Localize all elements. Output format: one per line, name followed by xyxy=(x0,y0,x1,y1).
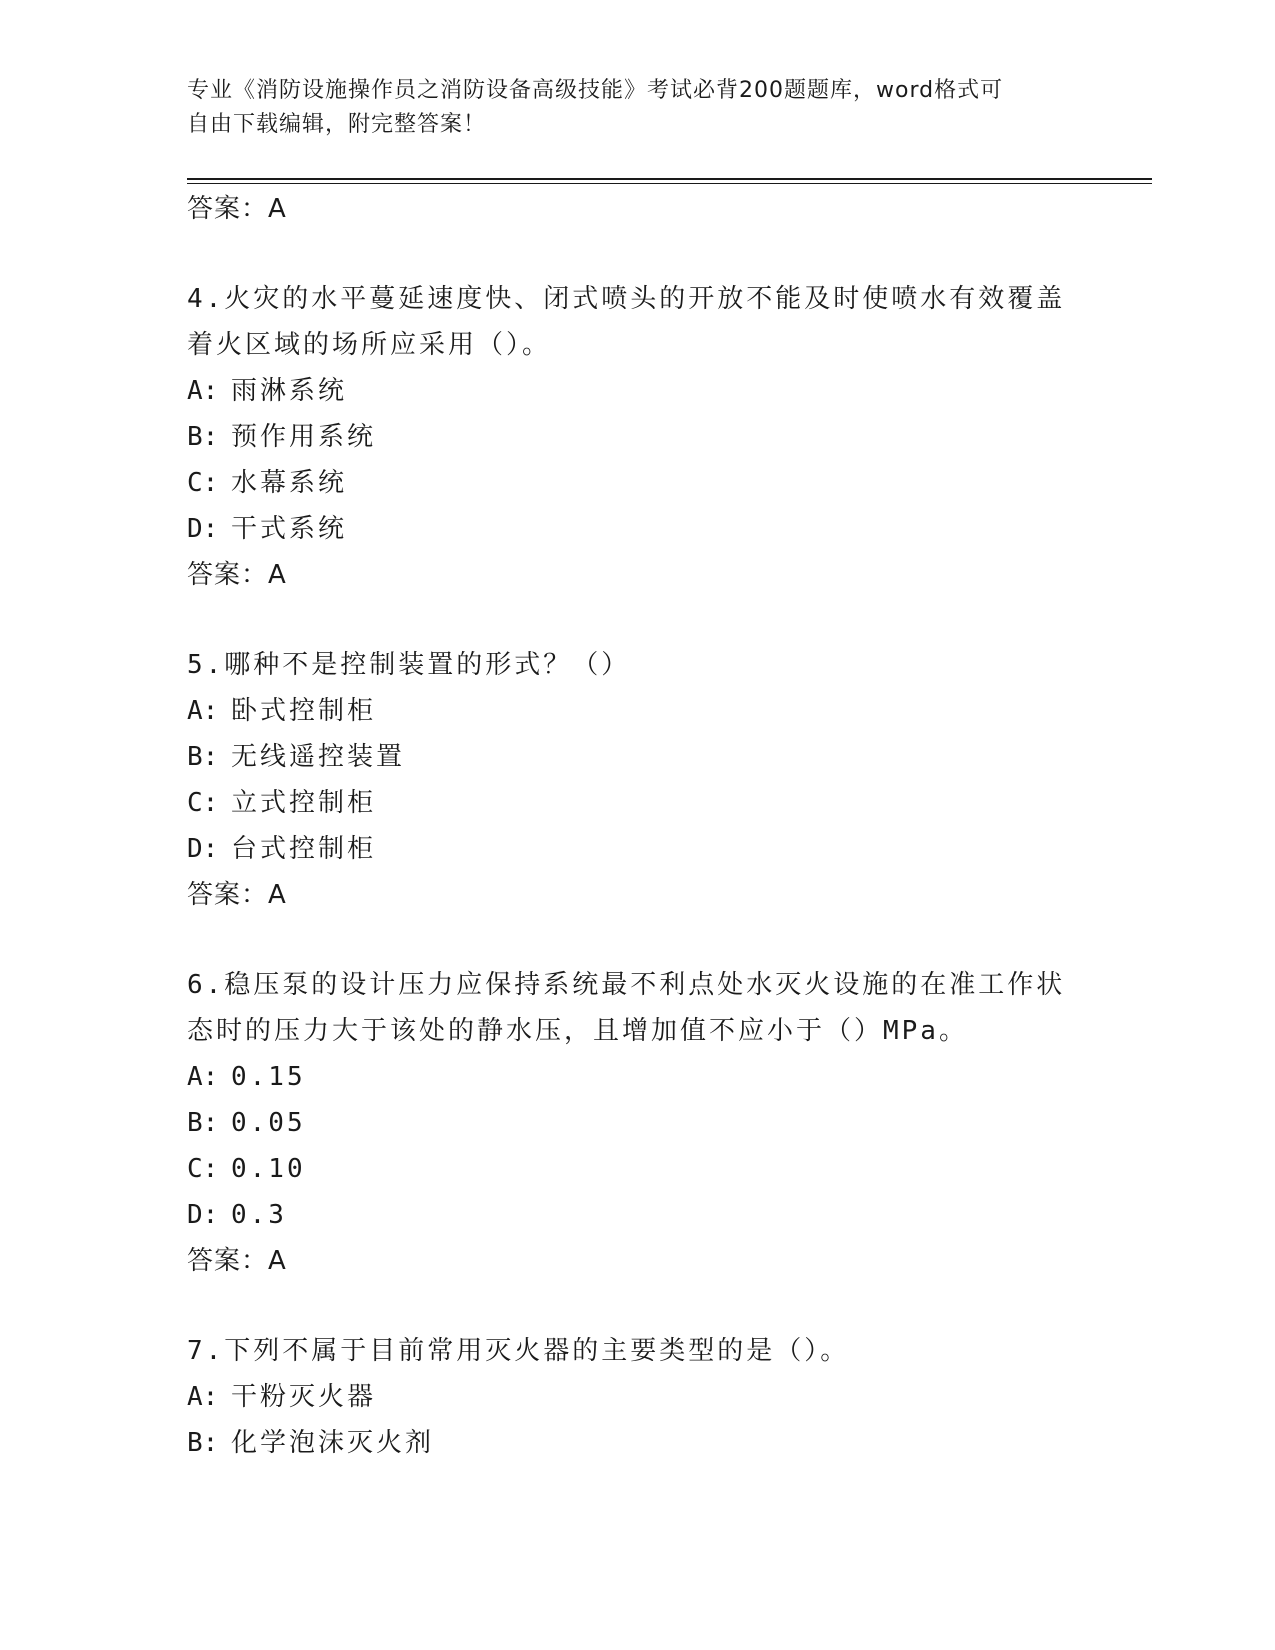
option-a xyxy=(187,688,1087,734)
option-letter: A: xyxy=(187,696,219,726)
option-text: 卧式控制柜 xyxy=(231,696,377,726)
option-d xyxy=(187,506,1087,552)
option-text: 化学泡沫灭火剂 xyxy=(231,1428,435,1458)
option-letter: C: xyxy=(187,1154,219,1184)
question-stem: 5.哪种不是控制装置的形式？（） xyxy=(187,650,631,680)
option-text: 预作用系统 xyxy=(231,422,377,452)
option-a xyxy=(187,368,1087,414)
option-text: 0.3 xyxy=(231,1200,287,1230)
option-text: 雨淋系统 xyxy=(231,376,348,406)
option-text: 0.05 xyxy=(231,1108,306,1138)
question-block xyxy=(187,276,1087,598)
option-text: 干粉灭火器 xyxy=(231,1382,377,1412)
option-b xyxy=(187,414,1087,460)
option-c xyxy=(187,780,1087,826)
option-letter: B: xyxy=(187,742,219,772)
option-b xyxy=(187,1100,1087,1146)
option-letter: B: xyxy=(187,1428,219,1458)
question-list xyxy=(187,186,1087,1466)
question-stem: 7.下列不属于目前常用灭火器的主要类型的是（）。 xyxy=(187,1336,850,1366)
option-text: 0.10 xyxy=(231,1154,306,1184)
option-letter: C: xyxy=(187,468,219,498)
header-line-1: 专业《消防设施操作员之消防设备高级技能》考试必背200题题库，word格式可 xyxy=(187,78,1004,103)
option-text: 立式控制柜 xyxy=(231,788,377,818)
option-letter: B: xyxy=(187,422,219,452)
answer-line: 答案：A xyxy=(187,560,287,590)
option-d xyxy=(187,1192,1087,1238)
option-c xyxy=(187,460,1087,506)
option-text: 干式系统 xyxy=(231,514,348,544)
option-d xyxy=(187,826,1087,872)
question-block xyxy=(187,1328,1087,1466)
question-stem: 6.稳压泵的设计压力应保持系统最不利点处水灭火设施的在准工作状态时的压力大于该处的静水压，且增加值不应小于（）MPa。 xyxy=(187,970,1066,1046)
option-letter: D: xyxy=(187,1200,219,1230)
option-a xyxy=(187,1374,1087,1420)
answer-line: 答案：A xyxy=(187,880,287,910)
question-stem: 4.火灾的水平蔓延速度快、闭式喷头的开放不能及时使喷水有效覆盖着火区域的场所应采用（）。 xyxy=(187,284,1066,360)
option-a xyxy=(187,1054,1087,1100)
document-header xyxy=(187,74,1087,142)
option-text: 水幕系统 xyxy=(231,468,348,498)
question-block xyxy=(187,642,1087,918)
option-c xyxy=(187,1146,1087,1192)
answer-line: 答案：A xyxy=(187,1246,287,1276)
option-letter: D: xyxy=(187,514,219,544)
header-divider-thick xyxy=(187,178,1152,180)
option-letter: C: xyxy=(187,788,219,818)
option-letter: B: xyxy=(187,1108,219,1138)
option-text: 0.15 xyxy=(231,1062,306,1092)
answer-line: 答案：A xyxy=(187,194,287,224)
option-text: 台式控制柜 xyxy=(231,834,377,864)
option-letter: A: xyxy=(187,1062,219,1092)
option-letter: A: xyxy=(187,376,219,406)
option-text: 无线遥控装置 xyxy=(231,742,406,772)
header-line-2: 自由下载编辑，附完整答案！ xyxy=(187,112,487,137)
option-letter: D: xyxy=(187,834,219,864)
option-b xyxy=(187,1420,1087,1466)
option-letter: A: xyxy=(187,1382,219,1412)
option-b xyxy=(187,734,1087,780)
header-divider-thin xyxy=(187,183,1152,184)
question-block xyxy=(187,962,1087,1284)
